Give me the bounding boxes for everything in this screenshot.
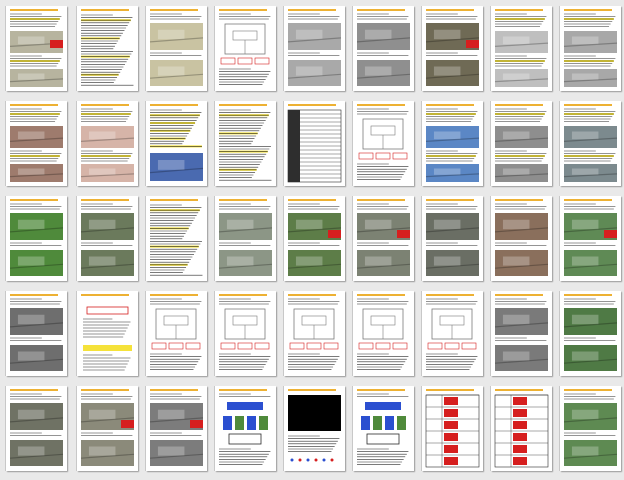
color-dot bbox=[323, 459, 326, 462]
photo-detail bbox=[503, 220, 530, 229]
page-preview bbox=[77, 6, 138, 91]
page-thumbnail[interactable] bbox=[560, 386, 621, 471]
page-preview bbox=[422, 291, 483, 376]
table-cell-photo bbox=[444, 433, 458, 441]
table-cell-photo bbox=[444, 445, 458, 453]
photo-detail bbox=[503, 37, 530, 45]
page-thumbnail[interactable] bbox=[353, 6, 414, 91]
page-preview bbox=[146, 101, 207, 186]
page-thumbnail[interactable] bbox=[284, 196, 345, 281]
photo-detail bbox=[18, 447, 45, 456]
table-cell-photo bbox=[513, 409, 527, 417]
page-thumbnail[interactable] bbox=[353, 101, 414, 186]
diagram-box bbox=[233, 316, 257, 325]
diagram-box bbox=[445, 343, 459, 349]
table-cell-photo bbox=[513, 457, 527, 465]
table-cell-photo bbox=[513, 445, 527, 453]
page-preview bbox=[146, 6, 207, 91]
diagram-box bbox=[290, 343, 304, 349]
page-preview bbox=[491, 101, 552, 186]
diagram-box bbox=[221, 343, 235, 349]
red-stamp bbox=[466, 40, 479, 48]
photo-detail bbox=[89, 447, 116, 456]
table-column-shade bbox=[288, 110, 300, 182]
photo-detail bbox=[18, 352, 45, 361]
page-thumbnail[interactable] bbox=[77, 386, 138, 471]
diagram-box bbox=[186, 343, 200, 349]
page-thumbnail[interactable] bbox=[491, 6, 552, 91]
page-thumbnail[interactable] bbox=[491, 291, 552, 376]
page-thumbnail[interactable] bbox=[146, 6, 207, 91]
page-preview bbox=[215, 386, 276, 471]
page-preview bbox=[215, 291, 276, 376]
photo-detail bbox=[18, 37, 45, 45]
page-thumbnail[interactable] bbox=[422, 101, 483, 186]
photo-detail bbox=[365, 67, 392, 76]
page-thumbnail[interactable] bbox=[77, 6, 138, 91]
page-thumbnail[interactable] bbox=[284, 386, 345, 471]
diagram-box bbox=[229, 434, 261, 444]
diagram-box bbox=[302, 316, 326, 325]
photo-detail bbox=[18, 220, 45, 229]
page-preview bbox=[422, 6, 483, 91]
page-preview bbox=[422, 196, 483, 281]
diagram-block bbox=[397, 416, 406, 430]
page-preview bbox=[284, 291, 345, 376]
diagram-box bbox=[164, 316, 188, 325]
page-preview bbox=[215, 6, 276, 91]
page-thumbnail[interactable] bbox=[146, 196, 207, 281]
page-thumbnail[interactable] bbox=[146, 291, 207, 376]
page-thumbnail[interactable] bbox=[560, 291, 621, 376]
color-dot bbox=[291, 459, 294, 462]
color-dot bbox=[307, 459, 310, 462]
page-thumbnail[interactable] bbox=[6, 101, 67, 186]
diagram-box bbox=[324, 343, 338, 349]
page-thumbnail[interactable] bbox=[560, 6, 621, 91]
page-preview bbox=[353, 196, 414, 281]
title-box bbox=[87, 307, 128, 314]
photo-detail bbox=[572, 37, 599, 45]
photo-detail bbox=[503, 352, 530, 361]
diagram-block bbox=[235, 416, 244, 430]
photo-detail bbox=[572, 74, 599, 80]
diagram-block bbox=[385, 416, 394, 430]
photo-detail bbox=[572, 315, 599, 324]
diagram-box bbox=[376, 343, 390, 349]
diagram-block bbox=[361, 416, 370, 430]
photo-detail bbox=[296, 30, 323, 39]
page-thumbnail[interactable] bbox=[215, 6, 276, 91]
page-preview bbox=[77, 291, 138, 376]
diagram-box bbox=[233, 31, 257, 40]
page-preview bbox=[353, 386, 414, 471]
page-preview bbox=[422, 101, 483, 186]
diagram-box bbox=[307, 343, 321, 349]
photo-detail bbox=[18, 257, 45, 266]
page-preview bbox=[77, 196, 138, 281]
page-thumbnail[interactable] bbox=[6, 386, 67, 471]
diagram-block bbox=[247, 416, 256, 430]
page-preview bbox=[215, 101, 276, 186]
page-preview bbox=[422, 386, 483, 471]
page-preview bbox=[284, 386, 345, 471]
page-preview bbox=[146, 386, 207, 471]
page-preview bbox=[560, 291, 621, 376]
table-cell-photo bbox=[513, 397, 527, 405]
photo-detail bbox=[89, 257, 116, 266]
photo-detail bbox=[227, 220, 254, 229]
diagram-box bbox=[359, 153, 373, 159]
page-thumbnail[interactable] bbox=[491, 101, 552, 186]
photo-detail bbox=[572, 169, 599, 175]
page-thumbnail[interactable] bbox=[77, 196, 138, 281]
page-preview bbox=[560, 386, 621, 471]
diagram-box bbox=[393, 343, 407, 349]
photo-detail bbox=[158, 160, 185, 170]
diagram-box bbox=[255, 58, 269, 64]
photo-detail bbox=[434, 67, 461, 76]
page-thumbnail[interactable] bbox=[146, 101, 207, 186]
page-thumbnail[interactable] bbox=[353, 386, 414, 471]
page-preview bbox=[6, 101, 67, 186]
page-preview bbox=[491, 196, 552, 281]
diagram-block bbox=[373, 416, 382, 430]
red-stamp bbox=[190, 420, 203, 428]
diagram-block bbox=[223, 416, 232, 430]
table-cell-photo bbox=[444, 457, 458, 465]
photo-detail bbox=[158, 447, 185, 456]
page-thumbnail[interactable] bbox=[215, 386, 276, 471]
page-thumbnail[interactable] bbox=[6, 196, 67, 281]
photo-detail bbox=[89, 410, 116, 419]
photo-detail bbox=[434, 30, 461, 39]
photo-detail bbox=[503, 257, 530, 266]
black-image bbox=[288, 395, 341, 431]
page-thumbnail[interactable] bbox=[77, 291, 138, 376]
table-cell-photo bbox=[444, 421, 458, 429]
page-preview bbox=[77, 386, 138, 471]
page-thumbnail[interactable] bbox=[422, 291, 483, 376]
diagram-box bbox=[371, 126, 395, 135]
diagram-box bbox=[359, 343, 373, 349]
photo-detail bbox=[572, 257, 599, 266]
photo-detail bbox=[434, 169, 461, 175]
photo-detail bbox=[434, 220, 461, 229]
page-thumbnail[interactable] bbox=[215, 196, 276, 281]
page-preview bbox=[146, 196, 207, 281]
page-preview bbox=[353, 291, 414, 376]
page-thumbnail[interactable] bbox=[6, 291, 67, 376]
page-preview bbox=[353, 101, 414, 186]
photo-detail bbox=[158, 30, 185, 39]
diagram-box bbox=[376, 153, 390, 159]
page-thumbnail[interactable] bbox=[77, 101, 138, 186]
table-cell-photo bbox=[513, 421, 527, 429]
photo-detail bbox=[365, 220, 392, 229]
page-preview bbox=[560, 101, 621, 186]
diagram-box bbox=[462, 343, 476, 349]
photo-detail bbox=[365, 30, 392, 39]
photo-detail bbox=[572, 410, 599, 419]
page-thumbnail[interactable] bbox=[215, 101, 276, 186]
diagram-block bbox=[227, 402, 263, 410]
photo-detail bbox=[572, 132, 599, 140]
diagram-box bbox=[238, 343, 252, 349]
table-cell-photo bbox=[444, 409, 458, 417]
photo-detail bbox=[296, 67, 323, 76]
color-dot bbox=[315, 459, 318, 462]
page-thumbnail[interactable] bbox=[146, 386, 207, 471]
page-thumbnail[interactable] bbox=[422, 386, 483, 471]
diagram-box bbox=[367, 434, 399, 444]
page-preview bbox=[284, 196, 345, 281]
page-preview bbox=[284, 101, 345, 186]
photo-detail bbox=[434, 132, 461, 140]
photo-detail bbox=[18, 410, 45, 419]
page-thumbnail[interactable] bbox=[353, 291, 414, 376]
photo-detail bbox=[365, 257, 392, 266]
photo-detail bbox=[89, 132, 116, 140]
page-preview bbox=[77, 101, 138, 186]
highlight-mark bbox=[83, 345, 132, 351]
red-stamp bbox=[328, 230, 341, 238]
photo-detail bbox=[18, 132, 45, 140]
photo-detail bbox=[296, 257, 323, 266]
page-preview bbox=[6, 386, 67, 471]
photo-detail bbox=[158, 67, 185, 76]
photo-detail bbox=[572, 220, 599, 229]
page-thumbnail[interactable] bbox=[284, 6, 345, 91]
diagram-box bbox=[169, 343, 183, 349]
photo-detail bbox=[18, 74, 45, 80]
red-stamp bbox=[604, 230, 617, 238]
table-cell-photo bbox=[444, 397, 458, 405]
diagram-block bbox=[259, 416, 268, 430]
page-preview bbox=[491, 386, 552, 471]
page-preview bbox=[560, 6, 621, 91]
page-thumbnail[interactable] bbox=[215, 291, 276, 376]
photo-detail bbox=[227, 257, 254, 266]
diagram-block bbox=[365, 402, 401, 410]
page-thumbnail[interactable] bbox=[422, 196, 483, 281]
photo-detail bbox=[503, 132, 530, 140]
page-thumbnail[interactable] bbox=[284, 101, 345, 186]
photo-detail bbox=[572, 447, 599, 456]
diagram-box bbox=[440, 316, 464, 325]
photo-detail bbox=[296, 220, 323, 229]
table-cell-photo bbox=[513, 433, 527, 441]
page-preview bbox=[491, 291, 552, 376]
page-preview bbox=[6, 6, 67, 91]
page-thumbnail[interactable] bbox=[560, 196, 621, 281]
page-thumbnail[interactable] bbox=[353, 196, 414, 281]
diagram-box bbox=[221, 58, 235, 64]
color-dot bbox=[331, 459, 334, 462]
photo-detail bbox=[18, 315, 45, 324]
color-dot bbox=[299, 459, 302, 462]
page-thumbnail[interactable] bbox=[560, 101, 621, 186]
photo-detail bbox=[503, 315, 530, 324]
diagram-box bbox=[238, 58, 252, 64]
photo-detail bbox=[89, 220, 116, 229]
photo-detail bbox=[89, 169, 116, 175]
red-stamp bbox=[50, 40, 63, 48]
page-preview bbox=[215, 196, 276, 281]
photo-detail bbox=[434, 257, 461, 266]
diagram-box bbox=[393, 153, 407, 159]
page-thumbnail[interactable] bbox=[422, 6, 483, 91]
page-preview bbox=[146, 291, 207, 376]
red-stamp bbox=[121, 420, 134, 428]
page-preview bbox=[284, 6, 345, 91]
photo-detail bbox=[18, 169, 45, 175]
photo-detail bbox=[503, 169, 530, 175]
diagram-box bbox=[255, 343, 269, 349]
photo-detail bbox=[158, 410, 185, 419]
diagram-box bbox=[371, 316, 395, 325]
page-preview bbox=[491, 6, 552, 91]
page-thumbnail[interactable] bbox=[491, 386, 552, 471]
red-stamp bbox=[397, 230, 410, 238]
page-preview bbox=[6, 196, 67, 281]
photo-detail bbox=[503, 74, 530, 80]
diagram-box bbox=[152, 343, 166, 349]
page-thumbnail[interactable] bbox=[6, 6, 67, 91]
diagram-box bbox=[428, 343, 442, 349]
page-thumbnail[interactable] bbox=[284, 291, 345, 376]
page-preview bbox=[353, 6, 414, 91]
page-thumbnail[interactable] bbox=[491, 196, 552, 281]
page-preview bbox=[560, 196, 621, 281]
page-preview bbox=[6, 291, 67, 376]
photo-detail bbox=[572, 352, 599, 361]
